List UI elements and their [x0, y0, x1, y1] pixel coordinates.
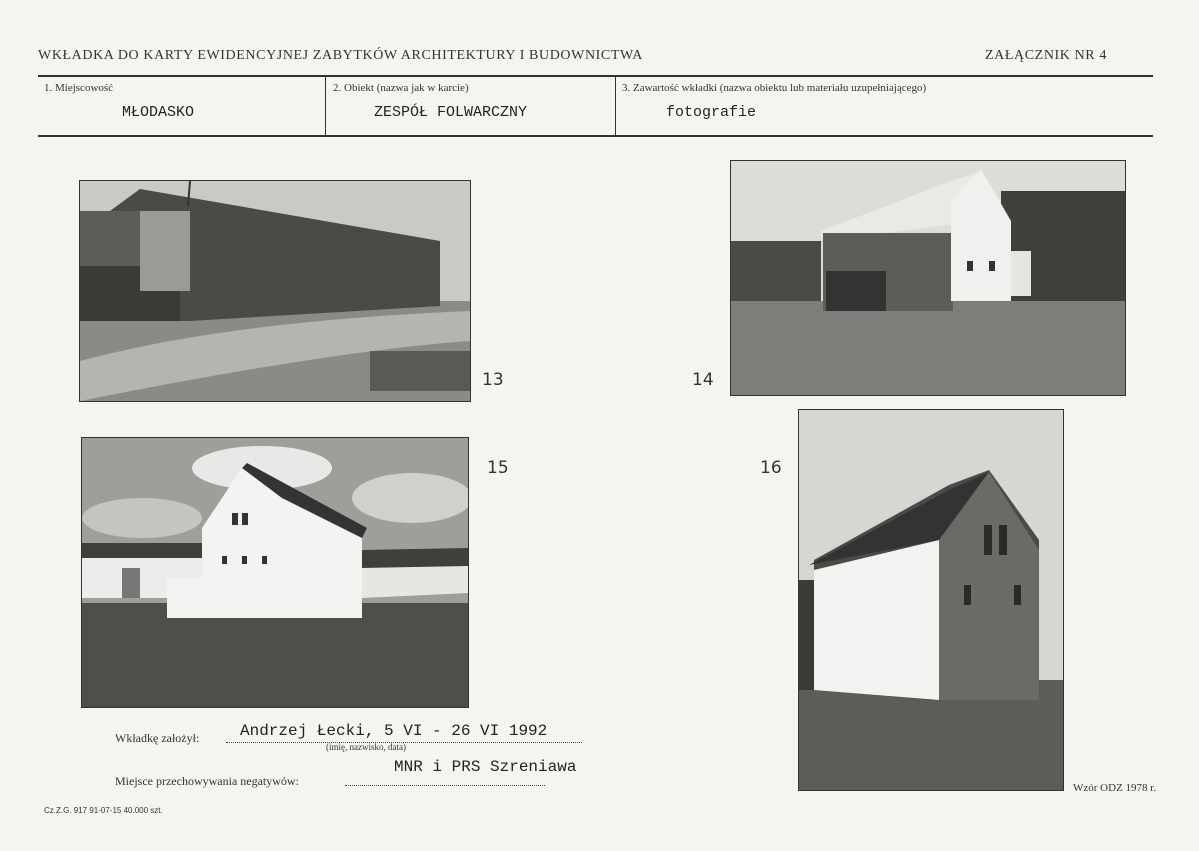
photo-13: [79, 180, 471, 402]
photo-13-number: 13: [482, 370, 504, 390]
negatives-dotted-line: [345, 785, 545, 786]
print-info: Cz.Z.G. 917 91-07-15 40.000 szt.: [44, 806, 163, 815]
header-top-rule: [38, 75, 1153, 77]
created-by-label: Wkładkę założył:: [115, 731, 200, 745]
content-value: fotografie: [666, 104, 757, 121]
object-label: 2. Obiekt (nazwa jak w karcie): [333, 82, 469, 94]
created-by-hint: (imię, nazwisko, data): [326, 742, 406, 752]
form-title: WKŁADKA DO KARTY EWIDENCYJNEJ ZABYTKÓW ARCHITEKTURY I BUDOWNICTWA: [38, 48, 643, 63]
photo-16-number: 16: [760, 458, 782, 478]
annex-number: ZAŁĄCZNIK NR 4: [985, 48, 1107, 63]
negatives-label: Miejsce przechowywania negatywów:: [115, 774, 299, 788]
photo-16: [798, 409, 1064, 791]
locality-value: MŁODASKO: [122, 104, 195, 121]
photo-15-number: 15: [487, 458, 509, 478]
created-by-value: Andrzej Łecki, 5 VI - 26 VI 1992: [240, 722, 548, 740]
field-divider-1: [325, 77, 326, 135]
locality-label: 1. Miejscowość: [44, 82, 114, 94]
photo-14: [730, 160, 1126, 396]
content-label: 3. Zawartość wkładki (nazwa obiektu lub materiału uzupełniającego): [622, 82, 927, 94]
object-value: ZESPÓŁ FOLWARCZNY: [374, 104, 528, 121]
header-bottom-rule: [38, 135, 1153, 137]
photo-14-number: 14: [692, 370, 714, 390]
photo-15: [81, 437, 469, 708]
template-mark: Wzór ODZ 1978 r.: [1073, 782, 1157, 794]
field-divider-2: [615, 77, 616, 135]
negatives-value: MNR i PRS Szreniawa: [394, 758, 577, 776]
